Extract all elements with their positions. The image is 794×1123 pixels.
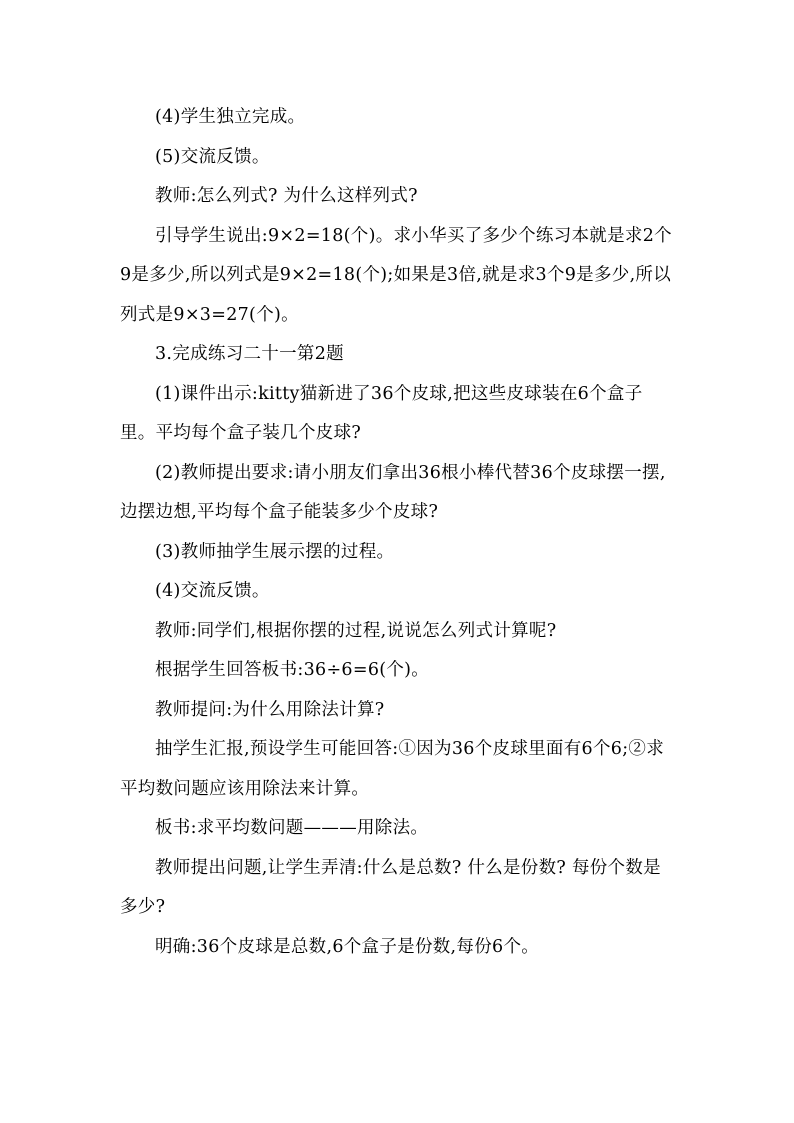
- paragraph-teacher-problem: 教师提出问题,让学生弄清:什么是总数? 什么是份数? 每份个数是多少?: [120, 857, 661, 917]
- paragraph-step-5: (5)交流反馈。: [155, 146, 270, 167]
- paragraph-step-4: (4)学生独立完成。: [155, 107, 306, 127]
- paragraph-clarify: 明确:36个皮球是总数,6个盒子是份数,每份6个。: [155, 936, 540, 957]
- paragraph-show-process: (3)教师抽学生展示摆的过程。: [155, 541, 395, 562]
- paragraph-teacher-classmates: 教师:同学们,根据你摆的过程,说说怎么列式计算呢?: [155, 620, 557, 641]
- paragraph-student-report: 抽学生汇报,预设学生可能回答:①因为36个皮球里面有6个6;②求平均数问题应该用除法来计算。: [120, 739, 664, 799]
- paragraph-feedback: (4)交流反馈。: [155, 581, 270, 601]
- paragraph-courseware: (1)课件出示:kitty猫新进了36个皮球,把这些皮球装在6个盒子里。平均每个盒子装几个皮球?: [120, 383, 643, 443]
- paragraph-guide-students: 引导学生说出:9×2=18(个)。求小华买了多少个练习本就是求2个9是多少,所以列式是9×2=18(个);如果是3倍,就是求3个9是多少,所以列式是9×3=27(个)。: [120, 225, 672, 325]
- paragraph-teacher-question: 教师:怎么列式? 为什么这样列式?: [155, 186, 418, 206]
- paragraph-teacher-ask: 教师提问:为什么用除法计算?: [155, 699, 385, 720]
- paragraph-board-writing: 根据学生回答板书:36÷6=6(个)。: [155, 660, 430, 680]
- paragraph-teacher-request: (2)教师提出要求:请小朋友们拿出36根小棒代替36个皮球摆一摆,边摆边想,平均每个盒子能装多少个皮球?: [120, 462, 666, 522]
- paragraph-exercise-heading: 3.完成练习二十一第2题: [155, 344, 344, 364]
- paragraph-board-average: 板书:求平均数问题———用除法。: [155, 818, 429, 838]
- document-body: [120, 98, 676, 967]
